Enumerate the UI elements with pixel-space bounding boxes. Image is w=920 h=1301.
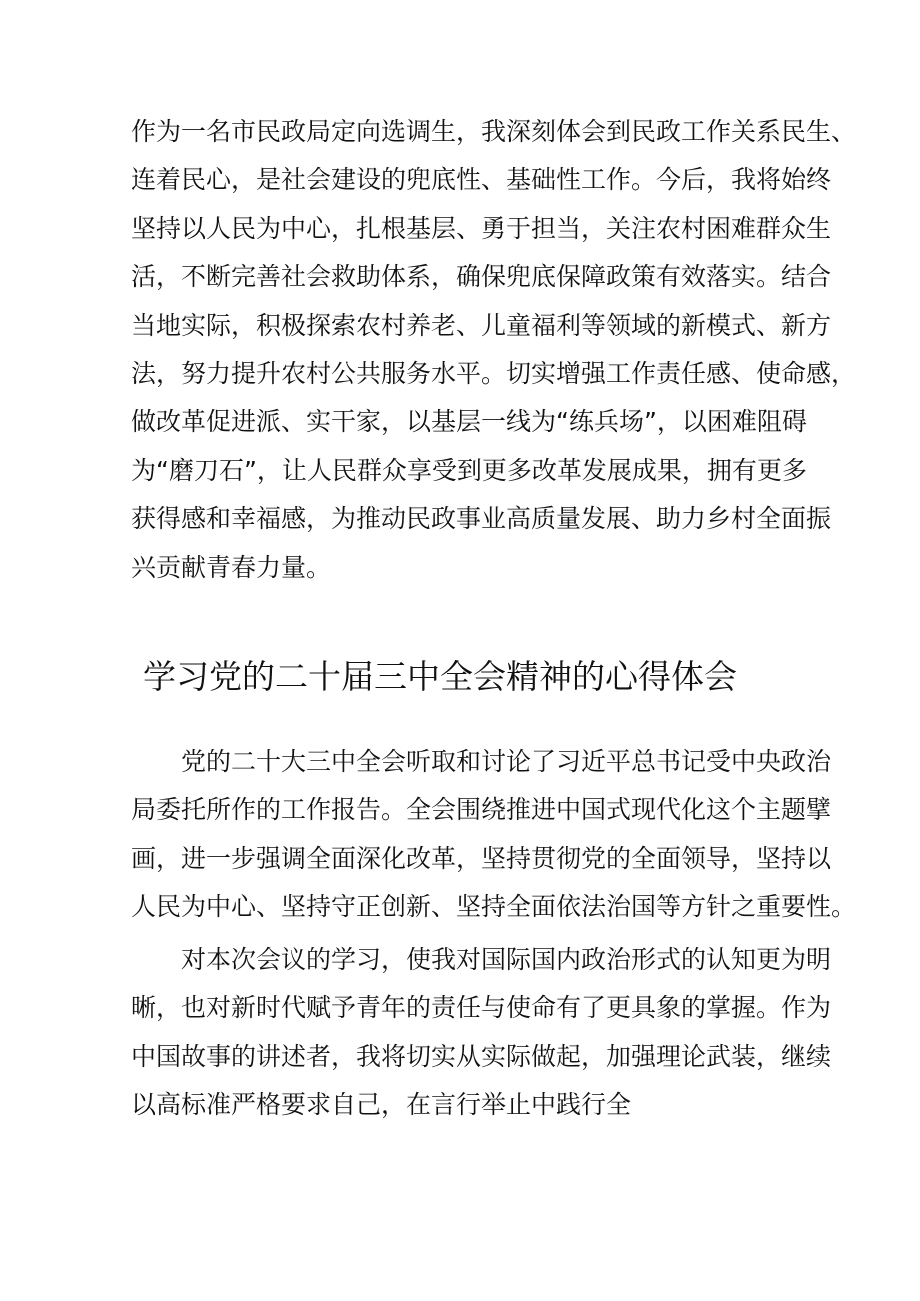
paragraph-line: 法，努力提升农村公共服务水平。切实增强工作责任感、使命感，	[131, 358, 857, 388]
paragraph-line: 活，不断完善社会救助体系，确保兜底保障政策有效落实。结合	[131, 262, 832, 292]
paragraph-line: 局委托所作的工作报告。全会围绕推进中国式现代化这个主题擘	[131, 795, 832, 825]
paragraph-line: 为“磨刀石”，让人民群众享受到更多改革发展成果，拥有更多	[131, 455, 807, 485]
paragraph-line: 对本次会议的学习，使我对国际国内政治形式的认知更为明	[181, 945, 832, 974]
paragraph-line: 作为一名市民政局定向选调生，我深刻体会到民政工作关系民生、	[131, 117, 857, 146]
paragraph-3	[131, 936, 832, 1130]
paragraph-line: 兴贡献青春力量。	[131, 552, 332, 582]
section-heading: 学习党的二十届三中全会精神的心得体会	[143, 657, 737, 696]
paragraph-line: 以高标准严格要求自己，在言行举止中践行全	[131, 1090, 632, 1120]
paragraph-2	[131, 738, 857, 932]
paragraph-line: 坚持以人民为中心，扎根基层、勇于担当，关注农村困难群众生	[131, 213, 832, 243]
paragraph-line: 获得感和幸福感，为推动民政事业高质量发展、助力乡村全面振	[131, 504, 832, 534]
paragraph-line: 连着民心，是社会建设的兜底性、基础性工作。今后，我将始终	[131, 165, 832, 195]
paragraph-line: 人民为中心、坚持守正创新、坚持全面依法治国等方针之重要性。	[131, 892, 857, 922]
paragraph-line: 画，进一步强调全面深化改革，坚持贯彻党的全面领导，坚持以	[131, 843, 832, 873]
paragraph-line: 当地实际，积极探索农村养老、儿童福利等领域的新模式、新方	[131, 310, 832, 340]
paragraph-line: 党的二十大三中全会听取和讨论了习近平总书记受中央政治	[181, 747, 832, 776]
paragraph-line: 中国故事的讲述者，我将切实从实际做起，加强理论武装，继续	[131, 1041, 832, 1071]
paragraph-line: 晰，也对新时代赋予青年的责任与使命有了更具象的掌握。作为	[131, 993, 832, 1023]
paragraph-1	[131, 108, 857, 592]
paragraph-line: 做改革促进派、实干家，以基层一线为“练兵场”，以困难阻碍	[131, 407, 807, 437]
